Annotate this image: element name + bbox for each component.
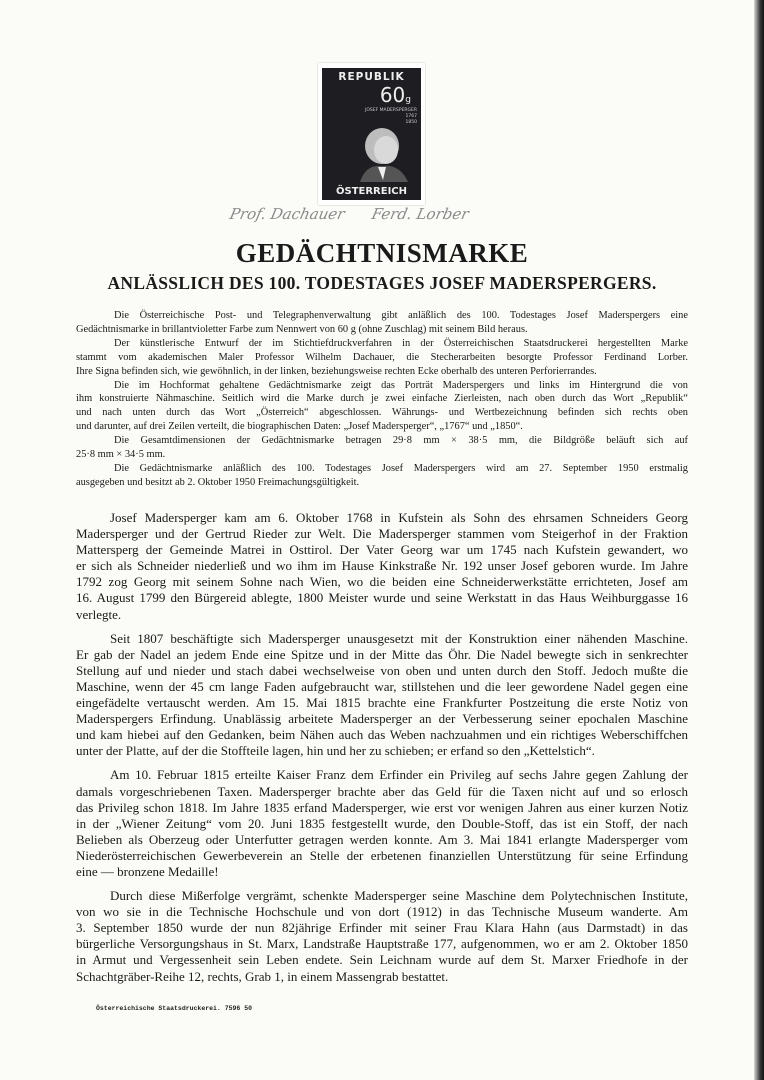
text-line: Die Österreichische Post- und Telegraphenverwaltung gibt anläßlich des 100. Todestages Josef Maderspergers eine (114, 310, 688, 321)
text-line: 16. August 1799 den Bürgereid ablegte, 1800 Meister wurde und seine Werkstatt in das Haus Weihburggasse 16 (76, 590, 688, 606)
biography-paragraph (76, 767, 688, 880)
stamp-image (322, 68, 421, 200)
text-line: Die Gesamtdimensionen der Gedächtnismarke betragen 29·8 mm × 38·5 mm, die Bildgröße beläuft sich auf (114, 435, 688, 447)
text-line: ausgegeben und besitzt ab 2. Oktober 1950 Freimachungsgültigkeit. (76, 476, 360, 488)
text-line: Mattersperg der Gemeinde Matrei in Osttirol. Der Vater Georg war um 1745 nach Kufstein gewandert, wo (76, 542, 688, 558)
intro-paragraph (76, 434, 688, 462)
printer-imprint: Österreichische Staatsdruckerei. 7596 50 (96, 1005, 253, 1012)
text-line: 25·8 mm × 34·5 mm. (76, 449, 166, 461)
text-line: bürgerliche Versorgungshaus in St. Marx, Landstraße Hauptstraße 177, aufgenommen, wo er am 2. Oktober 1850 (76, 936, 688, 952)
stamp-year-death: 1850 (405, 120, 417, 125)
text-line: Durch diese Mißerfolge vergrämt, schenkte Madersperger seine Maschine dem Polytechnischen Institute, (110, 888, 688, 904)
text-line: eine — bronzene Medaille! (76, 863, 219, 879)
text-line: von wo sie in die Technische Hochschule und von dort (1912) in das Technische Museum wanderte. Am (76, 904, 688, 920)
text-line: Madersperger und der Gertrud Rieder zur Welt. Die Madersperger stammen vom Steigerhof in der Fraktion (76, 526, 688, 542)
text-line: Stellung auf und nieder und stach dabei wechselweise von oben und unten durch den Stoff. Jedoch mußte die (76, 662, 688, 678)
text-line: Schachtgräber-Reihe 12, rechts, Grab 1, in einem Massengrab bestattet. (76, 968, 449, 984)
signature-dachauer: Prof. Dachauer (228, 205, 347, 223)
stamp-oesterreich-text: ÖSTERREICH (335, 186, 407, 197)
stamp-name: JOSEF MADERSPERGER (365, 108, 417, 113)
stamp-republik-text: REPUBLIK (338, 71, 405, 83)
text-line: und darunter, auf drei Zeilen verteilt, die biographischen Daten: „Josef Madersperger“, „1767“ und „1850“. (76, 421, 523, 433)
scan-edge (754, 0, 764, 1080)
text-line: ihm konstruierte Nähmaschine. Seitlich wird die Marke durch je zwei einfache Zierleisten, nach oben durch das Wort „Republik“ (76, 393, 688, 405)
text-line: Die im Hochformat gehaltene Gedächtnismarke zeigt das Porträt Maderspergers und links im Hintergrund die von (114, 379, 688, 391)
biography-paragraph (76, 631, 688, 760)
intro-paragraph (76, 379, 688, 435)
text-line: er sich als Schneider niederließ und wo ihm im Hause Kinkstraße Nr. 192 unser Josef geboren wurde. Im Jahre (76, 558, 688, 574)
stamp-value (380, 84, 411, 111)
intro-paragraph (76, 309, 688, 337)
intro-paragraph (76, 462, 688, 490)
text-line: das Privileg schon 1818. Im Jahre 1835 erfand Madersperger, wie erst vor wenigen Jahren aus einer kurzen Notiz (76, 799, 688, 815)
page-subtitle: ANLÄSSLICH DES 100. TODESTAGES JOSEF MADERSPERGERS. (107, 273, 657, 293)
text-line: damals vorgeschriebenen Taxen. Madersperger brachte aber das Geld für die Taxen nicht auf und so erlosch (76, 783, 688, 799)
text-line: in der „Wiener Zeitung“ vom 20. Juni 1835 festgestellt wurde, den Double-Stoff, das ist ein Stoff, der nach (76, 815, 688, 831)
stamp-year-birth: 1767 (405, 114, 417, 119)
text-line: Er gab der Nadel an jedem Ende eine Spitze und in der Mitte das Öhr. Die Nadel bewegte sich in senkrechter (76, 646, 688, 662)
text-line: Maderspergers Erfindung. Unablässig arbeitete Madersperger an der Verbesserung seiner epochalen Maschine (76, 711, 688, 727)
text-line: Der künstlerische Entwurf der im Stichtiefdruckverfahren in der Österreichischen Staatsdruckerei hergestellten Marke (114, 337, 688, 349)
text-line: Gedächtnismarke in brillantvioletter Farbe zum Nennwert von 60 g (ohne Zuschlag) mit seinem Bild heraus. (76, 323, 528, 335)
portrait-illustration (352, 126, 408, 182)
intro-section (76, 309, 688, 490)
text-line: 3. September 1850 wurde der nun 82jährige Erfinder mit seiner Frau Klara Hahn (aus Darmstadt) in das (76, 920, 688, 936)
text-line: stammt vom akademischen Maler Professor Wilhelm Dachauer, die Stecherarbeiten besorgte Professor Ferdinand Lorber. (76, 351, 688, 363)
text-line: Belieben als Oberzeug oder Unterfutter getragen werden konnte. Am 3. Mai 1841 erlangte Madersperger vom (76, 831, 688, 847)
stamp-value-number: 60 (379, 83, 406, 107)
biography-section (76, 510, 688, 993)
text-line: Niederösterreichischen Gewerbeverein an Stelle der erbetenen finanziellen Unterstützung für seine Erfindung (76, 847, 688, 863)
stamp-biography (365, 108, 417, 126)
text-line: unter der Platte, auf der die Stoffteile lagen, hin und her zu schieben; er erfand so den „Kettelstich“. (76, 743, 595, 759)
text-line: eingefädelte vertauscht werden. Am 15. Mai 1815 brachte eine Frankfurter Postzeitung die erste Notiz von (76, 695, 688, 711)
biography-paragraph (76, 888, 688, 985)
text-line: und nach unten durch das Wort „Österreich“ abgeschlossen. Währungs- und Wertbezeichnung befinden sich rechts oben (76, 407, 688, 419)
text-line: verlegte. (76, 606, 122, 622)
text-line: und kam hiebei auf den Gedanken, beim Nähen auch das Weben nachzuahmen und ein richtiges Weberschiffchen (76, 727, 688, 743)
signature-lorber: Ferd. Lorber (370, 205, 471, 223)
text-line: Maschine, wenn der 45 cm lange Faden aufgebraucht war, stillstehen und die leer gewordene Nadel gegen eine (76, 678, 688, 694)
text-line: Seit 1807 beschäftigte sich Madersperger unausgesetzt mit der Konstruktion einer nähenden Maschine. (110, 630, 688, 646)
stamp-value-unit: g (405, 95, 411, 105)
text-line: in Armut und Vergessenheit sein Leben endete. Sein Leichnam wurde auf dem St. Marxer Friedhofe in der (76, 952, 688, 968)
postage-stamp (318, 63, 425, 205)
intro-paragraph (76, 337, 688, 379)
page-title: GEDÄCHTNISMARKE (235, 238, 529, 268)
text-line: 1792 zog Georg mit seinem Sohne nach Wien, wo die beiden eine Schneiderwerkstätte errichteten, Josef am (76, 574, 688, 590)
text-line: Die Gedächtnismarke anläßlich des 100. Todestages Josef Maderspergers wird am 27. September 1950 erstmalig (114, 462, 688, 474)
text-line: Ihre Signa befinden sich, wie gewöhnlich, in der linken, beziehungsweise rechten Ecke oberhalb des unteren Perforierrandes. (76, 365, 597, 377)
text-line: Am 10. Februar 1815 erteilte Kaiser Franz dem Erfinder ein Privileg auf sechs Jahre gegen Zahlung der (110, 767, 688, 783)
text-line: Josef Madersperger kam am 6. Oktober 1768 in Kufstein als Sohn des ehrsamen Schneiders Georg (110, 510, 688, 525)
biography-paragraph (76, 510, 688, 623)
